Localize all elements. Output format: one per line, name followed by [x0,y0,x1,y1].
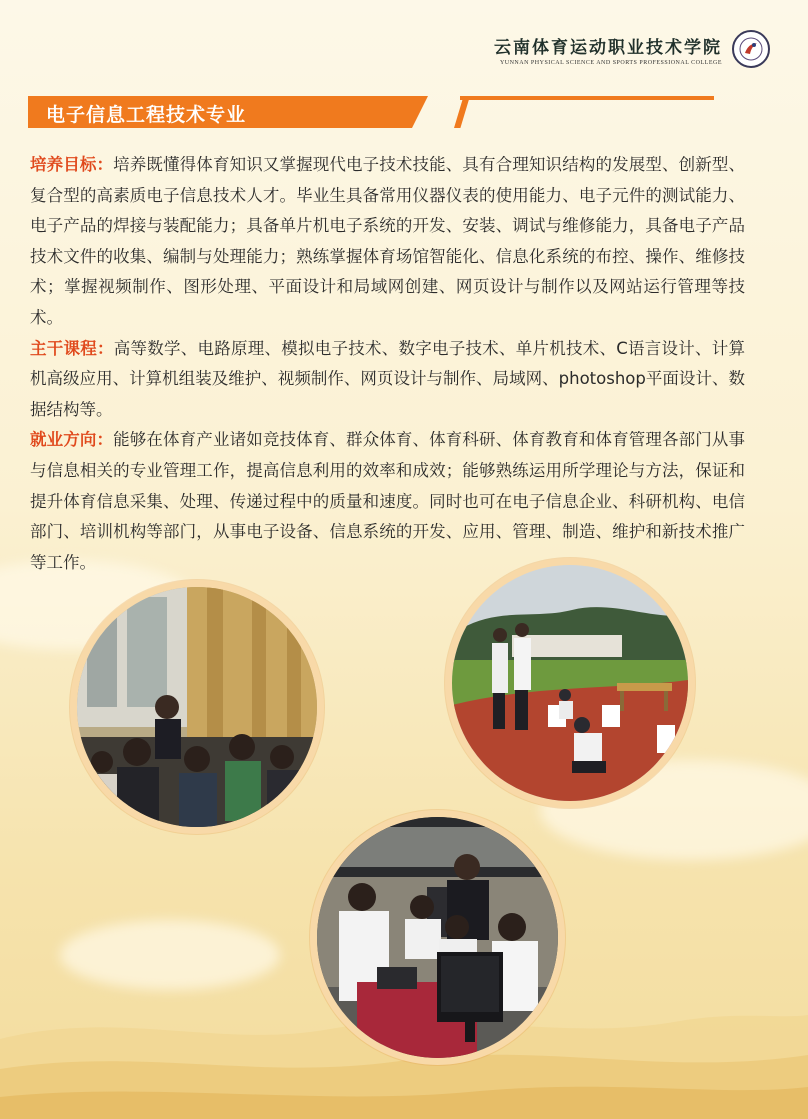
objective-paragraph [30,150,745,334]
section-title: 电子信息工程技术专业 [46,104,247,126]
objective-text: 培养既懂得体育知识又掌握现代电子技术技能、具有合理知识结构的发展型、创新型、复合型的高素质电子信息技术人才。毕业生具备常用仪器仪表的使用能力、电子元件的测试能力、电子产品的焊接与装配能力；具备单片机电子系统的开发、安装、调试与维修能力，具备电子产品技术文件的收集、编制与处理能力；熟练掌握体育场馆智能化、信息化系统的布控、操作、维修技术；掌握视频制作、图形处理、平面设计和局域网创建、网页设计与制作以及网站运行管理等技术。 [30,155,746,327]
section-title-bar [28,96,714,128]
school-name-cn: 云南体育运动职业技术学院 [494,37,722,58]
courses-text: 高等数学、电路原理、模拟电子技术、数字电子技术、单片机技术、C语言设计、计算机高级应用、计算机组装及维护、视频制作、网页设计与制作、局域网、photoshop平面设计、数据结构等。 [30,338,745,419]
classroom-photo [70,580,324,834]
objective-label: 培养目标： [30,155,114,174]
electronics-lab-photo [310,810,565,1065]
track-field-photo [445,558,695,808]
title-separator [454,96,470,128]
school-name-en: YUNNAN PHYSICAL SCIENCE AND SPORTS PROFESSIONAL COLLEGE [499,59,722,66]
title-line [460,96,714,100]
career-label: 就业方向： [30,430,114,450]
program-description [30,150,745,578]
courses-label: 主干课程： [30,338,114,358]
courses-paragraph [30,334,745,426]
school-logo [494,30,770,68]
school-emblem-icon [732,30,770,68]
career-text: 能够在体育产业诸如竞技体育、群众体育、体育科研、体育教育和体育管理各部门从事与信息相关的专业管理工作，提高信息利用的效率和成效；能够熟练运用所学理论与方法，保证和提升体育信息采集、处理、传递过程中的质量和速度。同时也可在电子信息企业、科研机构、电信部门、培训机构等部门，从事电子设备、信息系统的开发、应用、管理、制造、维护和新技术推广等工作。 [30,430,746,572]
career-paragraph [30,425,745,578]
